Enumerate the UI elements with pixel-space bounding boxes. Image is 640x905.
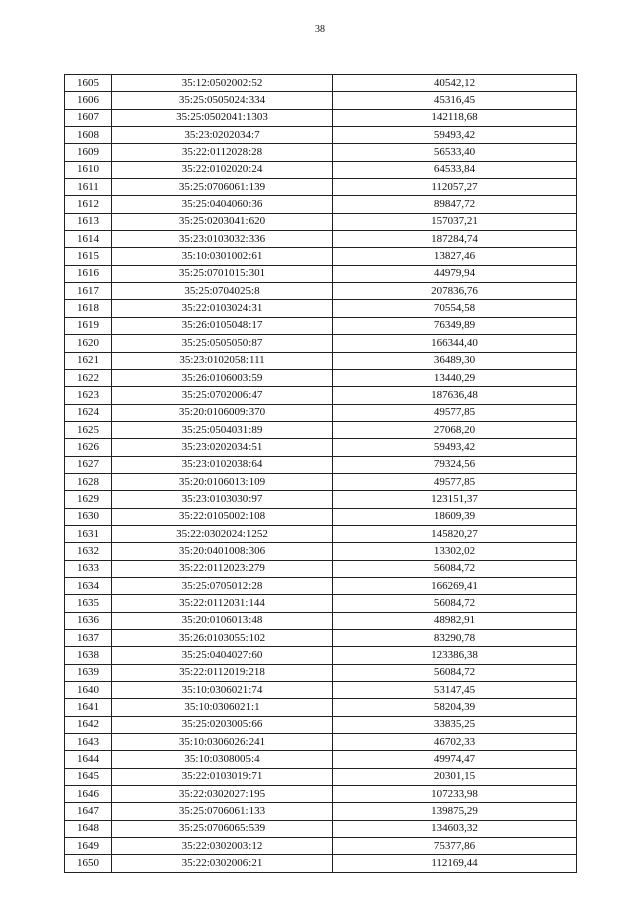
table-row	[65, 664, 577, 681]
row-number-cell: 1647	[65, 803, 112, 820]
cadastral-number-cell: 35:23:0103030:97	[112, 491, 333, 508]
cadastral-value-cell: 123386,38	[333, 647, 577, 664]
row-number-cell: 1634	[65, 577, 112, 594]
cadastral-value-cell: 79324,56	[333, 456, 577, 473]
cadastral-value-cell: 187636,48	[333, 387, 577, 404]
row-number-cell: 1643	[65, 734, 112, 751]
cadastral-value-cell: 49974,47	[333, 751, 577, 768]
table-row	[65, 75, 577, 92]
cadastral-value-table	[64, 74, 577, 873]
cadastral-value-cell: 83290,78	[333, 630, 577, 647]
cadastral-number-cell: 35:10:0306026:241	[112, 734, 333, 751]
row-number-cell: 1618	[65, 300, 112, 317]
cadastral-value-cell: 56084,72	[333, 560, 577, 577]
table-row	[65, 820, 577, 837]
table-row	[65, 560, 577, 577]
row-number-cell: 1611	[65, 179, 112, 196]
row-number-cell: 1640	[65, 682, 112, 699]
cadastral-value-cell: 13827,46	[333, 248, 577, 265]
cadastral-value-cell: 44979,94	[333, 265, 577, 282]
row-number-cell: 1630	[65, 508, 112, 525]
cadastral-value-cell: 36489,30	[333, 352, 577, 369]
table-row	[65, 283, 577, 300]
row-number-cell: 1615	[65, 248, 112, 265]
row-number-cell: 1638	[65, 647, 112, 664]
cadastral-number-cell: 35:22:0103024:31	[112, 300, 333, 317]
table-row	[65, 456, 577, 473]
cadastral-value-cell: 112169,44	[333, 855, 577, 872]
cadastral-number-cell: 35:25:0404060:36	[112, 196, 333, 213]
table-row	[65, 439, 577, 456]
cadastral-number-cell: 35:25:0706061:139	[112, 179, 333, 196]
cadastral-number-cell: 35:22:0112031:144	[112, 595, 333, 612]
cadastral-value-cell: 56084,72	[333, 664, 577, 681]
cadastral-value-cell: 27068,20	[333, 421, 577, 438]
table-row	[65, 421, 577, 438]
row-number-cell: 1617	[65, 283, 112, 300]
cadastral-value-cell: 59493,42	[333, 439, 577, 456]
table-row	[65, 699, 577, 716]
table-row	[65, 231, 577, 248]
table-row	[65, 612, 577, 629]
cadastral-number-cell: 35:25:0502041:1303	[112, 109, 333, 126]
cadastral-number-cell: 35:20:0401008:306	[112, 543, 333, 560]
table-row	[65, 508, 577, 525]
cadastral-number-cell: 35:10:0306021:74	[112, 682, 333, 699]
cadastral-value-cell: 207836,76	[333, 283, 577, 300]
table-row	[65, 335, 577, 352]
table-row	[65, 92, 577, 109]
row-number-cell: 1612	[65, 196, 112, 213]
cadastral-number-cell: 35:22:0112028:28	[112, 144, 333, 161]
table-row	[65, 473, 577, 490]
row-number-cell: 1606	[65, 92, 112, 109]
table-row	[65, 491, 577, 508]
table-row	[65, 855, 577, 872]
table-row	[65, 630, 577, 647]
cadastral-number-cell: 35:25:0203041:620	[112, 213, 333, 230]
cadastral-value-cell: 18609,39	[333, 508, 577, 525]
cadastral-value-cell: 145820,27	[333, 525, 577, 542]
cadastral-number-cell: 35:26:0103055:102	[112, 630, 333, 647]
cadastral-value-cell: 46702,33	[333, 734, 577, 751]
table-row	[65, 213, 577, 230]
table-row	[65, 179, 577, 196]
cadastral-number-cell: 35:25:0505050:87	[112, 335, 333, 352]
cadastral-number-cell: 35:22:0302006:21	[112, 855, 333, 872]
cadastral-value-cell: 112057,27	[333, 179, 577, 196]
cadastral-number-cell: 35:10:0306021:1	[112, 699, 333, 716]
row-number-cell: 1633	[65, 560, 112, 577]
cadastral-number-cell: 35:22:0302027:195	[112, 786, 333, 803]
cadastral-number-cell: 35:22:0302003:12	[112, 838, 333, 855]
table-row	[65, 196, 577, 213]
table-row	[65, 127, 577, 144]
cadastral-value-cell: 20301,15	[333, 768, 577, 785]
row-number-cell: 1625	[65, 421, 112, 438]
row-number-cell: 1605	[65, 75, 112, 92]
table-row	[65, 248, 577, 265]
table-row	[65, 525, 577, 542]
cadastral-number-cell: 35:23:0102038:64	[112, 456, 333, 473]
cadastral-number-cell: 35:23:0202034:51	[112, 439, 333, 456]
cadastral-value-cell: 13440,29	[333, 369, 577, 386]
cadastral-value-cell: 89847,72	[333, 196, 577, 213]
row-number-cell: 1641	[65, 699, 112, 716]
row-number-cell: 1637	[65, 630, 112, 647]
cadastral-number-cell: 35:23:0202034:7	[112, 127, 333, 144]
row-number-cell: 1642	[65, 716, 112, 733]
table-row	[65, 265, 577, 282]
table-row	[65, 716, 577, 733]
cadastral-number-cell: 35:25:0404027:60	[112, 647, 333, 664]
row-number-cell: 1607	[65, 109, 112, 126]
row-number-cell: 1627	[65, 456, 112, 473]
row-number-cell: 1619	[65, 317, 112, 334]
cadastral-value-cell: 142118,68	[333, 109, 577, 126]
cadastral-number-cell: 35:25:0701015:301	[112, 265, 333, 282]
row-number-cell: 1648	[65, 820, 112, 837]
cadastral-number-cell: 35:22:0112023:279	[112, 560, 333, 577]
cadastral-value-cell: 166344,40	[333, 335, 577, 352]
row-number-cell: 1631	[65, 525, 112, 542]
cadastral-value-cell: 123151,37	[333, 491, 577, 508]
cadastral-value-cell: 157037,21	[333, 213, 577, 230]
table-row	[65, 404, 577, 421]
table-row	[65, 786, 577, 803]
table-row	[65, 109, 577, 126]
cadastral-number-cell: 35:10:0308005:4	[112, 751, 333, 768]
cadastral-value-cell: 53147,45	[333, 682, 577, 699]
cadastral-number-cell: 35:20:0106009:370	[112, 404, 333, 421]
table-row	[65, 768, 577, 785]
cadastral-value-cell: 13302,02	[333, 543, 577, 560]
row-number-cell: 1608	[65, 127, 112, 144]
cadastral-value-cell: 59493,42	[333, 127, 577, 144]
cadastral-number-cell: 35:23:0102058:111	[112, 352, 333, 369]
row-number-cell: 1639	[65, 664, 112, 681]
table-row	[65, 317, 577, 334]
table-row	[65, 682, 577, 699]
cadastral-number-cell: 35:25:0505024:334	[112, 92, 333, 109]
row-number-cell: 1635	[65, 595, 112, 612]
row-number-cell: 1649	[65, 838, 112, 855]
table-row	[65, 803, 577, 820]
table-row	[65, 543, 577, 560]
row-number-cell: 1622	[65, 369, 112, 386]
cadastral-number-cell: 35:22:0112019:218	[112, 664, 333, 681]
row-number-cell: 1623	[65, 387, 112, 404]
row-number-cell: 1616	[65, 265, 112, 282]
row-number-cell: 1645	[65, 768, 112, 785]
cadastral-number-cell: 35:22:0302024:1252	[112, 525, 333, 542]
cadastral-number-cell: 35:25:0504031:89	[112, 421, 333, 438]
cadastral-value-cell: 166269,41	[333, 577, 577, 594]
row-number-cell: 1610	[65, 161, 112, 178]
table-row	[65, 352, 577, 369]
cadastral-number-cell: 35:20:0106013:109	[112, 473, 333, 490]
page-number: 38	[315, 24, 325, 35]
row-number-cell: 1609	[65, 144, 112, 161]
cadastral-value-cell: 75377,86	[333, 838, 577, 855]
row-number-cell: 1644	[65, 751, 112, 768]
cadastral-value-cell: 64533,84	[333, 161, 577, 178]
cadastral-value-cell: 49577,85	[333, 473, 577, 490]
cadastral-value-cell: 40542,12	[333, 75, 577, 92]
cadastral-value-cell: 76349,89	[333, 317, 577, 334]
cadastral-number-cell: 35:26:0105048:17	[112, 317, 333, 334]
cadastral-value-cell: 134603,32	[333, 820, 577, 837]
cadastral-number-cell: 35:25:0706061:133	[112, 803, 333, 820]
cadastral-number-cell: 35:25:0203005:66	[112, 716, 333, 733]
table-body	[65, 75, 577, 873]
cadastral-number-cell: 35:22:0105002:108	[112, 508, 333, 525]
row-number-cell: 1628	[65, 473, 112, 490]
cadastral-value-cell: 45316,45	[333, 92, 577, 109]
row-number-cell: 1613	[65, 213, 112, 230]
cadastral-number-cell: 35:12:0502002:52	[112, 75, 333, 92]
cadastral-value-cell: 33835,25	[333, 716, 577, 733]
table-row	[65, 577, 577, 594]
cadastral-number-cell: 35:25:0702006:47	[112, 387, 333, 404]
row-number-cell: 1632	[65, 543, 112, 560]
table-row	[65, 838, 577, 855]
row-number-cell: 1646	[65, 786, 112, 803]
cadastral-value-cell: 56084,72	[333, 595, 577, 612]
cadastral-value-cell: 48982,91	[333, 612, 577, 629]
table-row	[65, 595, 577, 612]
cadastral-number-cell: 35:23:0103032:336	[112, 231, 333, 248]
row-number-cell: 1626	[65, 439, 112, 456]
cadastral-value-cell: 70554,58	[333, 300, 577, 317]
row-number-cell: 1629	[65, 491, 112, 508]
row-number-cell: 1620	[65, 335, 112, 352]
row-number-cell: 1621	[65, 352, 112, 369]
cadastral-number-cell: 35:25:0705012:28	[112, 577, 333, 594]
table-row	[65, 369, 577, 386]
cadastral-value-cell: 187284,74	[333, 231, 577, 248]
cadastral-number-cell: 35:25:0706065:539	[112, 820, 333, 837]
table-row	[65, 387, 577, 404]
table-row	[65, 161, 577, 178]
table-row	[65, 300, 577, 317]
cadastral-value-cell: 139875,29	[333, 803, 577, 820]
cadastral-number-cell: 35:10:0301002:61	[112, 248, 333, 265]
cadastral-number-cell: 35:20:0106013:48	[112, 612, 333, 629]
cadastral-number-cell: 35:26:0106003:59	[112, 369, 333, 386]
row-number-cell: 1624	[65, 404, 112, 421]
cadastral-value-cell: 56533,40	[333, 144, 577, 161]
row-number-cell: 1614	[65, 231, 112, 248]
cadastral-number-cell: 35:22:0103019:71	[112, 768, 333, 785]
cadastral-value-cell: 58204,39	[333, 699, 577, 716]
cadastral-value-cell: 49577,85	[333, 404, 577, 421]
table-row	[65, 734, 577, 751]
table-row	[65, 144, 577, 161]
cadastral-value-cell: 107233,98	[333, 786, 577, 803]
row-number-cell: 1650	[65, 855, 112, 872]
table-row	[65, 751, 577, 768]
row-number-cell: 1636	[65, 612, 112, 629]
cadastral-number-cell: 35:22:0102020:24	[112, 161, 333, 178]
cadastral-number-cell: 35:25:0704025:8	[112, 283, 333, 300]
table-row	[65, 647, 577, 664]
